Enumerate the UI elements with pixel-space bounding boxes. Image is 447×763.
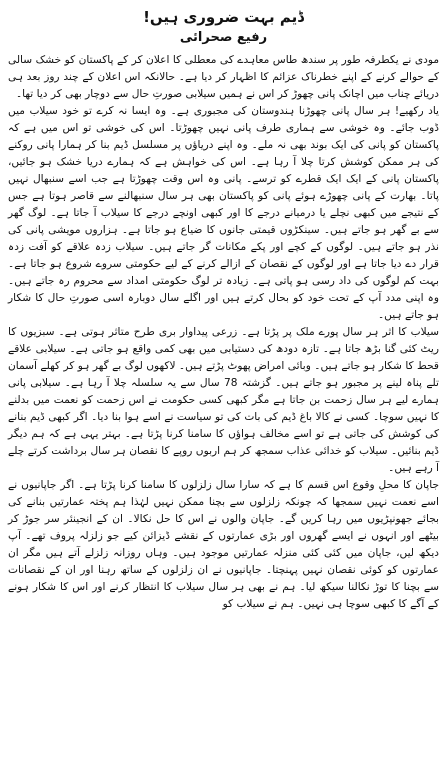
article-paragraph: یاد رکھیے! ہر سال پانی چھوڑنا ہندوستان کی مجبوری ہے۔ وہ ایسا نہ کرے تو خود سیلاب میں ڈوب جائے۔ وہ خوشی سے ہماری طرف پانی نہیں چھوڑتا۔ اس کی خوشی تو اس میں ہے کہ پاکستان کو پانی کی ایک بوند بھی نہ ملے۔ وہ اپنے دریاؤں پر مسلسل ڈیم بنا کر ہمارا پانی روکنے کی ہر ممکن کوشش کرتا چلا آ رہا ہے۔ اس کی خواہش ہے کہ ہمارے دریا خشک ہو جائیں، پاکستان پانی کے ایک ایک قطرے کو ترسے۔ پانی وہ اس وقت چھوڑتا ہے جب اسے سنبھال نہیں پاتا۔ بھارت کے پانی چھوڑے ہوئے پانی کو پاکستان بھی ہر سال سنبھالنے سے قاصر ہوتا ہے جس کے نتیجے میں کبھی نچلے یا درمیانے درجے کا اور کبھی اونچے درجے کا سیلاب آ جاتا ہے۔ لوگ گھر سے بے گھر ہو جاتے ہیں۔ سینکڑوں قیمتی جانوں کا ضیاع ہو جاتا ہے۔ ہزاروں مویشی پانی کی نذر ہو جاتے ہیں۔ لوگوں کے کچے اور پکے مکانات گر جاتے ہیں۔ سیلاب زدہ علاقے کو آفت زدہ قرار دے دیا جاتا ہے اور لوگوں کے نقصان کے ازالے کرنے کے لیے حکومتی سروے شروع ہو جاتا ہے۔ بہت کم لوگوں کی داد رسی ہو پاتی ہے۔ زیادہ تر لوگ حکومتی امداد سے محروم رہ جاتے ہیں۔ وہ اپنی مدد آپ کے تحت خود کو بحال کرتے ہیں اور اگلے سال دوبارہ اسی صورتِ حال کا شکار ہو جاتے ہیں۔ xyxy=(8,105,439,321)
article-headline: ڈیم بہت ضروری ہیں! xyxy=(143,8,304,26)
article-paragraph: جاپان کا محلِ وقوع اس قسم کا ہے کہ سارا سال زلزلوں کا سامنا کرنا پڑتا ہے۔ اگر جاپانیوں نے اسے نعمت نہیں سمجھا کہ چونکہ زلزلوں سے بچنا ممکن نہیں لہٰذا ہم پختہ عمارتیں بنانے کی بجائے جھونپڑیوں میں رہا کریں گے۔ جاپان والوں نے اس کا حل نکالا۔ ان کے انجینئر سر جوڑ کر بیٹھے اور انہوں نے ایسے گھروں اور بڑی عمارتوں کے نقشے ڈیزائن کیے جو زلزلہ پروف تھے۔ آپ دیکھ لیں، جاپان میں کئی کئی منزلہ عمارتیں موجود ہیں۔ وہاں روزانہ زلزلے آتے ہیں مگر ان عمارتوں کو کوئی نقصان نہیں پہنچتا۔ جاپانیوں نے ان زلزلوں کے ساتھ رہنا اور ان کے نقصانات سے بچنا کا توڑ نکالنا سیکھ لیا۔ ہم نے بھی ہر سال سیلاب کا انتظار کرنے اور اس کا شکار ہونے کے آگے کا کبھی سوچا ہی نہیں۔ ہم نے سیلاب کو xyxy=(8,479,439,610)
article-paragraph: مودی نے یکطرفہ طور پر سندھ طاس معاہدے کی معطلی کا اعلان کر کے پاکستان کو خشک سالی کے حوالے کرنے کے اپنے خطرناک عزائم کا اظہار کر دیا ہے۔ حالانکہ اس اعلان کے چند روز بعد ہی دریائے چناب میں اچانک پانی چھوڑ کر اس نے ہمیں سیلابی صورتِ حال سے دوچار بھی کر دیا تھا۔ xyxy=(8,54,439,100)
article-paragraph: سیلاب کا اثر ہر سال پورے ملک پر پڑتا ہے۔ زرعی پیداوار بری طرح متاثر ہوتی ہے۔ سبزیوں کا ریٹ کئی گنا بڑھ جاتا ہے۔ تازہ دودھ کی دستیابی میں بھی کمی واقع ہو جاتی ہے۔ سیلابی علاقے قحط کا شکار ہو جاتے ہیں۔ وبائی امراض پھوٹ پڑتے ہیں۔ لاکھوں لوگ بے گھر ہو کر کھلے آسمان تلے پناہ لینے پر مجبور ہو جاتے ہیں۔ گزشتہ 78 سال سے یہ سلسلہ چلا آ رہا ہے۔ سیلابی پانی ہمارے لیے ہر سال زحمت بن جاتا ہے مگر کبھی کسی حکومت نے اس زحمت کو نعمت میں بدلنے کا نہیں سوچا۔ کسی نے کالا باغ ڈیم کی بات کی تو سیاست نے اسے ہوا بنا دیا۔ اگر کبھی ڈیم بنانے کی کوشش کی جاتی ہے تو اسے مخالف ہواؤں کا سامنا کرنا پڑتا ہے۔ بہتر یہی ہے کہ ہم دیگر ڈیم بنائیں۔ سیلاب کو خدائی عذاب سمجھ کر ہم اربوں روپے کا نقصان ہر سال برداشت کرتے چلے آ رہے ہیں۔ xyxy=(8,326,439,474)
article-author: رفیع صحرائی xyxy=(179,30,268,45)
article-body xyxy=(8,52,439,613)
